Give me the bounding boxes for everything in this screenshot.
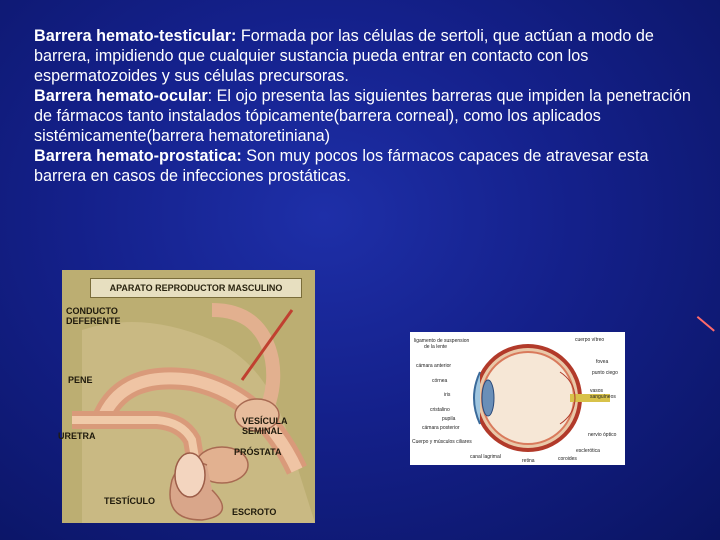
label-conducto: CONDUCTO [66, 306, 118, 316]
label-punto-ciego: punto ciego [592, 370, 618, 376]
paragraph-ocular [34, 86, 704, 146]
label-uretra: URETRA [58, 431, 96, 441]
label-cuerpo-vitreo: cuerpo vítreo [575, 337, 605, 343]
decorative-line [697, 316, 715, 332]
label-camara-posterior: cámara posterior [422, 425, 460, 431]
label-pupila: pupila [442, 416, 456, 422]
label-retina: retina [522, 458, 535, 464]
term-testicular: Barrera hemato-testicular: [34, 27, 237, 45]
label-cuerpo-ciliar: Cuerpo y músculos ciliares [412, 439, 472, 445]
paragraph-prostatica [34, 146, 704, 186]
label-cornea: córnea [432, 378, 448, 384]
reproductive-title: APARATO REPRODUCTOR MASCULINO [90, 278, 302, 298]
reproductive-system-illustration [58, 270, 315, 523]
label-pene: PENE [68, 375, 93, 385]
content-text [34, 26, 704, 186]
desc-prostatica: Son muy pocos los fármacos capaces de atravesar esta barrera en casos de infecciones prostáticas. [34, 147, 649, 185]
label-vesicula: VESÍCULA [242, 416, 288, 426]
paragraph-testicular [34, 26, 704, 86]
term-ocular: Barrera hemato-ocular [34, 87, 208, 105]
desc-testicular: Formada por las células de sertoli, que actúan a modo de barrera, impidiendo que cualquier sustancia pueda entrar en contacto con los espermatozoides y sus células precursoras. [34, 27, 654, 85]
label-nervio: nervio óptico [588, 432, 617, 438]
label-escroto: ESCROTO [232, 507, 277, 517]
label-cristalino: cristalino [430, 407, 450, 413]
label-coroides: coroides [558, 456, 577, 462]
label-ligamento: ligamento de suspension [414, 338, 470, 344]
label-deferente: DEFERENTE [66, 316, 121, 326]
label-vasos: vasos sanguíneos [590, 388, 616, 400]
eye-illustration [410, 332, 625, 465]
label-prostata: PRÓSTATA [234, 447, 282, 457]
label-seminal: SEMINAL [242, 426, 283, 436]
term-prostatica: Barrera hemato-prostatica: [34, 147, 242, 165]
label-de-la-lente: de la lente [424, 344, 448, 350]
label-canal: canal lagrimal [470, 454, 501, 460]
label-testiculo: TESTÍCULO [104, 496, 155, 506]
label-iris: iris [444, 392, 451, 398]
label-camara-anterior: cámara anterior [416, 363, 452, 369]
label-fovea: fovea [596, 359, 609, 365]
desc-ocular: : El ojo presenta las siguientes barreras que impiden la penetración de fármacos tanto instalados tópicamente(barrera corneal), como los aplicados sistémicamente(barrera hematoretiniana) [34, 87, 691, 145]
label-esclerotica: esclerótica [576, 448, 600, 454]
